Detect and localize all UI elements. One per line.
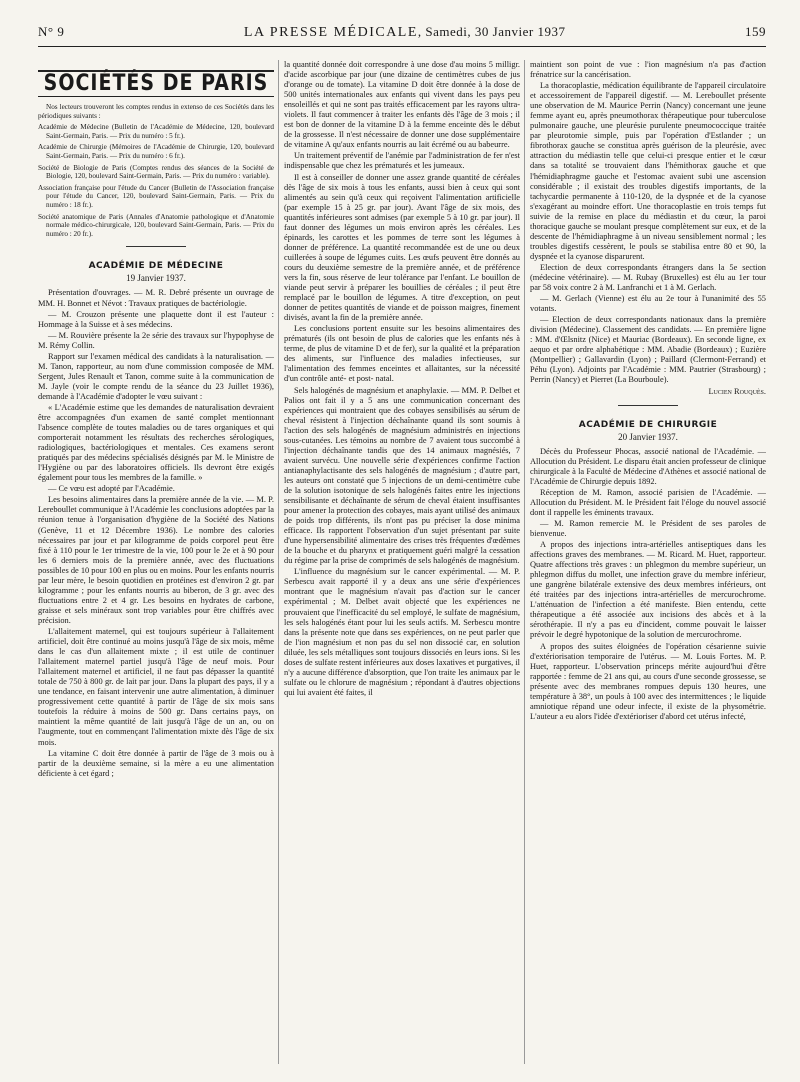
issue-number: N° 9	[38, 24, 65, 39]
page-number: 159	[745, 24, 766, 39]
article-paragraph: A propos des suites éloignées de l'opération césarienne suivie d'extériorisation temporaire de l'utérus. — M. Louis Fortes. M. P. Huet, rapporteur. L'observation princeps mérite aujourd'hui d'être rapportée : femme de 21 ans qui, au cours d'une seconde grossesse, se présente avec des membranes rompues depuis 130 heures, une température à 38°, un pouls à 100 avec des intermittences ; le liquide amniotique répand une odeur infecte, il existe de la physométrie. L'auteur a eu alors l'idée d'extérioriser d'abord cet utérus infecté,	[530, 641, 766, 721]
article-paragraph: « L'Académie estime que les demandes de naturalisation devraient être accompagnées d'un examen de santé complet mentionnant l'absence complète de toutes maladies ou de tares organiques et qui comporterait notamment les résultats des recherches sérologiques, radiologiques, bactériologiques et mentales. Ces examens seront pratiqués par des médecins spécialisés désignés par M. le Ministre de l'Hygiène ou par des laboratoires officiels. Ils devront être exigés également pour tous les membres de la famille. »	[38, 402, 274, 483]
article-paragraph: — Ce vœu est adopté par l'Académie.	[48, 484, 175, 494]
article-paragraph: Présentation d'ouvrages. — M. R. Debré présente un ouvrage de MM. H. Bonnet et Névot : Travaux pratiques de bactériologie.	[38, 288, 274, 308]
issue-date: Samedi, 30 Janvier 1937	[425, 24, 566, 39]
article-paragraph: Les besoins alimentaires dans la première année de la vie. — M. P. Lereboullet communique à l'Académie les conclusions adoptées par la réunion tenue à l'organisation d'hygiène de la Société des Nations (Genève, 11 et 12 Décembre 1936). Le nombre des calories nécessaires par jour et par kilogramme de poids corporel peut être fixé à 110 pour le 1er trimestre de la vie, 100 pour le 2e et à 90 pour les 6 derniers mois de la première année, avec des fluctuations possibles de 10 pour 100 en plus ou en moins. Pour les enfants nourris par leur mère, le besoin quotidien en protéines est d'environ 2 gr. par kilogramme ; pour les enfants nourris au biberon, de 3 gr. avec des fluctuations entre 2 et 4 gr. Les besoins en hydrates de carbone, graisse et sels minéraux sont trop variables pour être chiffrés avec précision.	[38, 495, 274, 625]
article-paragraph: Il est à conseiller de donner une assez grande quantité de céréales dès l'âge de six mois à tous les enfants, aussi bien à ceux qui sont alimentés au sein qu'à ceux qui reçoivent l'alimentation artificielle (par exemple 15 à 25 gr. par jour). Avant l'âge de six mois, des quantités inférieures sont admises (par exemple 5 à 10 gr. par jour). Il faut donner des légumes un mois environ après les céréales. Les épinards, les carottes et les pommes de terre sont les légumes à donner de préférence. La quantité recommandée est de une ou deux cuillerées à soupe de légumes cuits. Les œufs peuvent être donnés au cours du deuxième semestre de la première année, et de préférence vers la fin, sous réserve de leur tolérance par l'enfant. Le bouillon de viande peut servir à préparer les bouillies de céréales ; il peut être remplacé par le bouillon de légumes. A titre d'exception, on peut donner de petites quantités de viande et de poisson maigres, finement divisés, avant la fin de la première année.	[284, 172, 520, 323]
article-paragraph: — M. Rouvière présente la 2e série des travaux sur l'hypophyse de M. Rémy Collin.	[38, 330, 274, 350]
article-paragraph: Rapport sur l'examen médical des candidats à la naturalisation. — M. Tanon, rapporteur, au nom d'une commission composée de MM. Sergent, Jules Renault et Tanon, comme suite à la communication de M. Jayle (voir le compte rendu de la séance du 23 Juillet 1936), demande à l'Académie d'adopter le vœu suivant :	[38, 351, 274, 401]
article-paragraph: — M. Ramon remercie M. le Président de ses paroles de bienvenue.	[530, 518, 766, 539]
article-paragraph: L'influence du magnésium sur le cancer expérimental. — M. P. Serbescu avait rapporté il y a deux ans une série d'expériences montrant que le magnésium n'avait pas d'action sur le cancer expérimental ; M. Delbet avait objecté que les expériences ne prouvaient que l'inefficacité du sel employé, le sulfate de magnésium, les sels halogénés étant pour lui les seuls actifs. M. Serbescu montre dans la présente note que dans ses expériences, on ne peut parler que de l'ion magnésium et non pas du sel non dissocié car, en solution diluée, les sels métalliques sont toujours dissociés en leurs ions. Si les doses de sulfate restent inférieures aux doses laxatives et purgatives, il n'y a aucune différence d'absorption, que l'on traite les animaux par le sulfate ou le chlorure de magnésium ; répondant à d'autres objections qui lui avaient été faites, il	[284, 567, 520, 697]
header-center: LA PRESSE MÉDICALE, Samedi, 30 Janvier 1937	[243, 24, 566, 40]
notice-intro: Nos lecteurs trouveront les comptes rendus in extenso de ces Sociétés dans les périodiques suivants :	[38, 103, 274, 120]
publications-notice	[38, 103, 274, 238]
article-paragraph: la quantité donnée doit correspondre à une dose d'au moins 5 milligr. d'acide ascorbique par jour (une dizaine de centimètres cubes de jus d'orange ou de tomate). La vitamine D doit être donnée à la dose de 500 unités internationales aux enfants qui vivent dans les pays peu ensoleillés et qui ne sont pas traités efficacement par les rayons ultra-violets. Il faut commencer à traiter les enfants dès l'âge de 3 mois ; il est bon de donner de la vitamine D à la femme enceinte dès le début de la grossesse. Il n'est nécessaire de donner une dose supplémentaire de vitamine A qu'aux enfants nourris au lait écrémé ou au babeurre.	[284, 60, 520, 150]
publication-entry: Académie de Médecine (Bulletin de l'Académie de Médecine, 120, boulevard Saint-Germain, Paris. — Prix du numéro : 5 fr.).	[38, 123, 274, 140]
session-date: 19 Janvier 1937.	[126, 273, 186, 284]
column-1	[38, 60, 274, 1070]
publication-entry: Académie de Chirurgie (Mémoires de l'Académie de Chirurgie, 120, boulevard Saint-Germain, Paris. — Prix du numéro : 6 fr.).	[38, 143, 274, 161]
article-paragraph: Un traitement préventif de l'anémie par l'administration de fer n'est indispensable que chez les prématurés et les jumeaux.	[284, 151, 520, 171]
column-3	[530, 60, 766, 1070]
article-paragraph: Décès du Professeur Phocas, associé national de l'Académie. — Allocution du Président. Le disparu était ancien professeur de clinique chirurgicale à la Faculté de Médecine d'Athènes et associé national de l'Académie de Chirurgie depuis 1892.	[530, 446, 766, 486]
column-separator	[278, 60, 279, 1064]
section-banner	[38, 70, 274, 97]
author-signature: Lucien Rouquès.	[708, 386, 766, 396]
article-paragraph: La vitamine C doit être donnée à partir de l'âge de 3 mois ou à partir de la deuxième semaine, si la mère a eu une alimentation déficiente à cet égard ;	[38, 748, 274, 778]
publication-entry: Société anatomique de Paris (Annales d'Anatomie pathologique et d'Anatomie normale médico-chirurgicale, 120, boulevard Saint-Germain, Paris. — Prix du numéro : 20 fr.).	[38, 212, 274, 238]
article-paragraph: Election de deux correspondants étrangers dans la 5e section (médecine vétérinaire). — M. Rubay (Bruxelles) est élu au 1er tour par 58 voix contre 2 à M. Lanfranchi et 1 à M. Gerlach.	[530, 262, 766, 293]
article-paragraph: — Election de deux correspondants nationaux dans la première division (Médecine). Classement des candidats. — En première ligne : MM. d'Œlsnitz (Nice) et Mauriac (Bordeaux). En seconde ligne, ex aequo et par ordre alphabétique : MM. Abadie (Bordeaux) ; Euzière (Montpellier) ; Gallavardin (Lyon) ; Paillard (Clermont-Ferrand) et Péhu (Lyon). Adjoints par l'Académie : MM. Pautrier (Strasbourg) ; Perrin (Nancy) et Pierret (La Bourboule).	[530, 315, 766, 385]
article-paragraph: Réception de M. Ramon, associé parisien de l'Académie. — Allocution du Président. M. le Président fait l'éloge du nouvel associé dont il rappelle les éminents travaux.	[530, 487, 766, 517]
article-paragraph: La thoracoplastie, médication équilibrante de l'appareil circulatoire et accessoirement de l'appareil digestif. — M. Lereboullet présente une observation de M. Maurice Perrin (Nancy) concernant une jeune femme ayant eu, après pneumothorax thérapeutique pour tuberculose pulmonaire gauche, une pleurésie purulente pneumococcique traitée par pleurotomie simple, puis par l'opération d'Estlander ; un fibrothorax gauche se constitua après guérison de la pleurésie, avec attraction du médiastin telle que celui-ci presque entier et le cœur dans sa totalité se trouvaient dans l'hémithorax gauche et que l'hémidiaphragme gauche et l'estomac avaient subi une ascension considérable ; il existait des troubles digestifs importants, de la tachycardie permanente à 110-120, de la dyspnée et de la cyanose s'exagérant au moindre effort. Une thoracoplastie en trois temps fut suivie de la remise en place du médiastin et du cœur, la paroi thoracique gauche se moulant presque complètement sur eux, et de la descente de l'hémidiaphragme à un niveau sensiblement normal ; les troubles digestifs cessèrent, le pouls se stabilisa entre 80 et 90, la dyspnée et la cyanose disparurent.	[530, 81, 766, 261]
session-date: 20 Janvier 1937.	[618, 431, 678, 442]
column-2	[284, 60, 520, 1070]
article-paragraph: Sels halogénés de magnésium et anaphylaxie. — MM. P. Delbet et Palios ont fait il y a 5 ans une communication concernant des expériences qui montraient que des cobayes sensibilisés au sérum de cheval résistent à l'injection déchaînante quand ils sont soumis à l'action des sels halogénés de magnésium administrés en injections sous-cutanées. Les témoins au nombre de 7 avaient tous succombé à l'injection déchaînante tandis que des 14 animaux magnésiés, 7 avaient survécu. Une nouvelle série d'expériences confirme l'action antianaphylactisante des sels halogénés de magnésium ; d'autre part, les auteurs ont constaté que 5 injections de un demi-centimètre cube de la solution isotonique de sels halogénés faites entre les injections sensibilisante et déchaînante de sérum de cheval étaient insuffisantes pour amener la protection des cobayes, mais ayant utilisé des animaux de poids trop différents, ils n'ont pas pu préciser la dose minima efficace. Ils rapportent l'observation d'un sujet présentant par suite d'une hypersensibilité alimentaire des crises très fréquentes d'œdèmes de la bouche et du pharynx et pratiquement guéri malgré la cessation du régime par la prise de comprimés de sels halogénés de magnésium.	[284, 385, 520, 566]
article-paragraph: A propos des injections intra-artérielles antiseptiques dans les affections graves des membranes. — M. Ricard. M. Huet, rapporteur. Quatre affections très graves : un phlegmon du membre supérieur, un phlegmon diffus du mollet, une infection grave du membre inférieur, une gangrène bilatérale extensive des deux membres inférieurs, ont été traitées par des injections intra-artérielles de mercurochrome. L'atténuation de l'infection a été manifeste. Bien entendu, cette thérapeutique a été associée aux incisions des abcès et à la sérothérapie. Il n'y a pas eu d'incident, comme pouvait le laisser prévoir le degré hypotonique de la solution de mercurochrome.	[530, 540, 766, 640]
publication-entry: Association française pour l'étude du Cancer (Bulletin de l'Association française pour l'étude du Cancer, 120, boulevard Saint-Germain, Paris. — Prix du numéro : 18 fr.).	[38, 183, 274, 209]
divider	[126, 246, 186, 247]
publication-entry: Société de Biologie de Paris (Comptes rendus des séances de la Société de Biologie, 120, boulevard Saint-Germain, Paris. — Prix du numéro : variable).	[38, 163, 274, 181]
article-paragraph: L'allaitement maternel, qui est toujours supérieur à l'allaitement artificiel, doit être continué au moins jusqu'à l'âge de six mois, même dans le cas d'un allaitement mixte ; il est utile de continuer l'allaitement maternel partiel jusqu'à l'âge de neuf mois. Pour l'allaitement maternel et artificiel, il ne faut pas dépasser la quantité totale de 750 à 800 gr. de lait par jour. Dans la plupart des pays, il y a une tendance, en faisant intervenir une autre alimentation, à diminuer progressivement cette quantité à partir de l'âge de six mois sans toutefois la réduire à moins de 500 gr. Dans certains pays, on maintient la même quantité de lait jusqu'à l'âge de un an, ou on l'augmente, tout en commençant l'alimentation mixte dès l'âge de six mois.	[38, 627, 274, 747]
divider	[618, 405, 678, 406]
article-paragraph: — M. Gerlach (Vienne) est élu au 2e tour à l'unanimité des 55 votants.	[530, 294, 766, 314]
header-rule	[38, 46, 766, 47]
article-paragraph: maintient son point de vue : l'ion magnésium n'a pas d'action frénatrice sur la cancérisation.	[530, 60, 766, 80]
page-header	[38, 24, 766, 46]
article-paragraph: — M. Crouzon présente une plaquette dont il est l'auteur : Hommage à la Suisse et à ses médecins.	[38, 309, 274, 329]
section-title-chirurgie: ACADÉMIE DE CHIRURGIE	[578, 419, 718, 430]
section-title-medecine: ACADÉMIE DE MÉDECINE	[88, 261, 224, 272]
column-separator	[524, 60, 525, 1064]
publication-name: LA PRESSE MÉDICALE	[243, 25, 418, 40]
article-paragraph: Les conclusions portent ensuite sur les besoins alimentaires des prématurés (ils ont besoin de plus de calories que les enfants nés à terme, de plus de vitamine D et de fer), sur la qualité et la préparation des aliments, sur l'influence des maladies infectieuses, sur l'alimentation des femmes enceintes et allaitantes, sur la nécessité d'un contrôle anté- et post- natal.	[284, 324, 520, 384]
section-banner-title: SOCIÉTÉS DE PARIS	[43, 70, 269, 96]
